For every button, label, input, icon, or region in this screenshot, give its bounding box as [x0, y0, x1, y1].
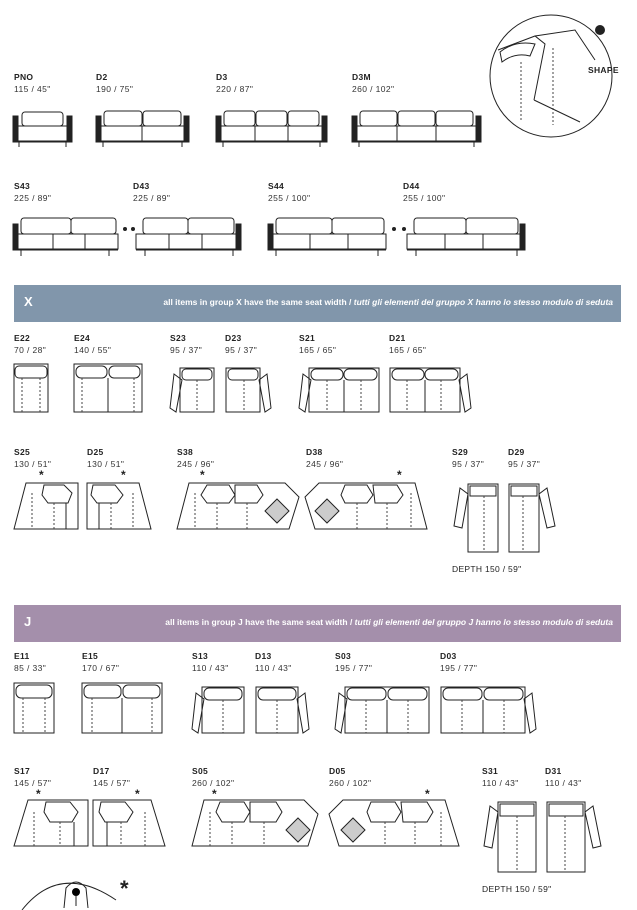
model-code: D3M: [352, 72, 371, 82]
model-dimension: 85 / 33": [14, 663, 47, 673]
sofa-plan-s31: [482, 798, 540, 874]
svg-text:*: *: [39, 468, 44, 482]
svg-text:*: *: [121, 468, 126, 482]
model-code: D3: [216, 72, 228, 82]
model-dimension: 110 / 43": [192, 663, 229, 673]
group-letter: J: [24, 614, 32, 629]
model-dimension: 130 / 51": [87, 459, 125, 469]
sofa-front-view-s44: [268, 212, 398, 258]
model-code: D05: [329, 766, 346, 776]
model-dimension: 190 / 75": [96, 84, 134, 94]
sofa-plan-e11: [14, 683, 56, 735]
sofa-plan-d17: [93, 787, 167, 850]
sofa-plan-s38: [177, 468, 302, 533]
model-dimension: 95 / 37": [170, 345, 203, 355]
model-dimension: 165 / 65": [389, 345, 427, 355]
model-code: S05: [192, 766, 209, 776]
model-code: D43: [133, 181, 150, 191]
model-dimension: 255 / 100": [403, 193, 446, 203]
sofa-plan-d38: [305, 468, 430, 533]
sofa-plan-s25: [14, 468, 80, 531]
sofa-plan-d23: [225, 364, 273, 414]
sofa-plan-s05: [192, 787, 322, 850]
model-code: D38: [306, 447, 323, 457]
group-x-header: [14, 285, 621, 322]
model-dimension: 255 / 100": [268, 193, 311, 203]
model-dimension: 95 / 37": [452, 459, 485, 469]
sofa-plan-d25: [87, 468, 155, 531]
model-code: E22: [14, 333, 31, 343]
shape-label: SHAPE: [588, 65, 619, 75]
model-code: S13: [192, 651, 209, 661]
depth-note: DEPTH 150 / 59": [482, 884, 552, 894]
sofa-plan-e15: [82, 683, 164, 735]
model-code: S23: [170, 333, 187, 343]
model-code: D03: [440, 651, 457, 661]
sofa-front-view-pno: [13, 106, 75, 148]
model-dimension: 170 / 67": [82, 663, 120, 673]
model-code: S44: [268, 181, 285, 191]
model-dimension: 110 / 43": [255, 663, 292, 673]
model-dimension: 260 / 102": [352, 84, 395, 94]
svg-text:*: *: [397, 468, 402, 482]
asterisk-legend-figure: [20, 870, 120, 910]
sofa-plan-s17: [14, 787, 90, 850]
svg-text:*: *: [135, 787, 140, 801]
sofa-plan-s29: [452, 480, 502, 555]
svg-text:*: *: [425, 787, 430, 801]
sofa-plan-s21: [299, 364, 381, 414]
sofa-plan-d05: [329, 787, 461, 850]
model-code: S38: [177, 447, 194, 457]
model-code: E15: [82, 651, 99, 661]
sofa-plan-d21: [389, 364, 471, 414]
model-dimension: 145 / 57": [14, 778, 52, 788]
model-dimension: 195 / 77": [440, 663, 478, 673]
svg-text:*: *: [212, 787, 217, 801]
model-dimension: 225 / 89": [14, 193, 52, 203]
model-code: D31: [545, 766, 562, 776]
sofa-plan-d03: [440, 683, 536, 735]
sofa-front-view-d43: [131, 212, 246, 258]
sofa-plan-s03: [335, 683, 431, 735]
model-dimension: 225 / 89": [133, 193, 171, 203]
model-dimension: 165 / 65": [299, 345, 337, 355]
model-code: S43: [14, 181, 31, 191]
model-dimension: 110 / 43": [545, 778, 582, 788]
model-code: S25: [14, 447, 31, 457]
sofa-front-view-d3: [216, 106, 328, 148]
model-code: S03: [335, 651, 352, 661]
model-code: S17: [14, 766, 31, 776]
model-code: E11: [14, 651, 30, 661]
sofa-front-view-d2: [96, 106, 192, 148]
model-code: D25: [87, 447, 104, 457]
svg-text:*: *: [36, 787, 41, 801]
sofa-plan-s13: [192, 683, 248, 735]
model-dimension: 70 / 28": [14, 345, 47, 355]
model-dimension: 115 / 45": [14, 84, 51, 94]
sofa-plan-s23: [170, 364, 218, 414]
sofa-front-view-d44: [402, 212, 530, 258]
model-code: D17: [93, 766, 110, 776]
model-dimension: 195 / 77": [335, 663, 373, 673]
sofa-front-view-s43: [13, 212, 128, 258]
model-code: D44: [403, 181, 420, 191]
model-code: D23: [225, 333, 242, 343]
model-code: S31: [482, 766, 499, 776]
model-code: D29: [508, 447, 525, 457]
model-dimension: 245 / 96": [306, 459, 344, 469]
model-code: S29: [452, 447, 469, 457]
model-code: PNO: [14, 72, 34, 82]
model-dimension: 95 / 37": [508, 459, 541, 469]
model-dimension: 130 / 51": [14, 459, 52, 469]
sofa-plan-d29: [507, 480, 559, 555]
model-dimension: 145 / 57": [93, 778, 131, 788]
group-j-header: [14, 605, 621, 642]
model-code: D13: [255, 651, 272, 661]
sofa-plan-d31: [545, 798, 605, 874]
sofa-plan-d13: [255, 683, 311, 735]
model-dimension: 260 / 102": [329, 778, 372, 788]
asterisk-symbol: *: [120, 876, 129, 901]
model-dimension: 260 / 102": [192, 778, 235, 788]
depth-note: DEPTH 150 / 59": [452, 564, 522, 574]
sofa-plan-e24: [74, 364, 144, 414]
model-code: E24: [74, 333, 91, 343]
model-dimension: 245 / 96": [177, 459, 215, 469]
model-dimension: 140 / 55": [74, 345, 112, 355]
model-dimension: 95 / 37": [225, 345, 258, 355]
group-note: all items in group J have the same seat width / tutti gli elementi del gruppo J hanno lo stesso modulo di seduta: [165, 617, 613, 627]
model-dimension: 220 / 87": [216, 84, 254, 94]
group-letter: X: [24, 294, 33, 309]
group-note: all items in group X have the same seat width / tutti gli elementi del gruppo X hanno lo stesso modulo di seduta: [163, 297, 613, 307]
sofa-front-view-d3m: [352, 106, 482, 148]
model-code: S21: [299, 333, 316, 343]
sofa-plan-e22: [14, 364, 50, 414]
model-code: D2: [96, 72, 108, 82]
svg-text:*: *: [200, 468, 205, 482]
model-dimension: 110 / 43": [482, 778, 519, 788]
model-code: D21: [389, 333, 406, 343]
